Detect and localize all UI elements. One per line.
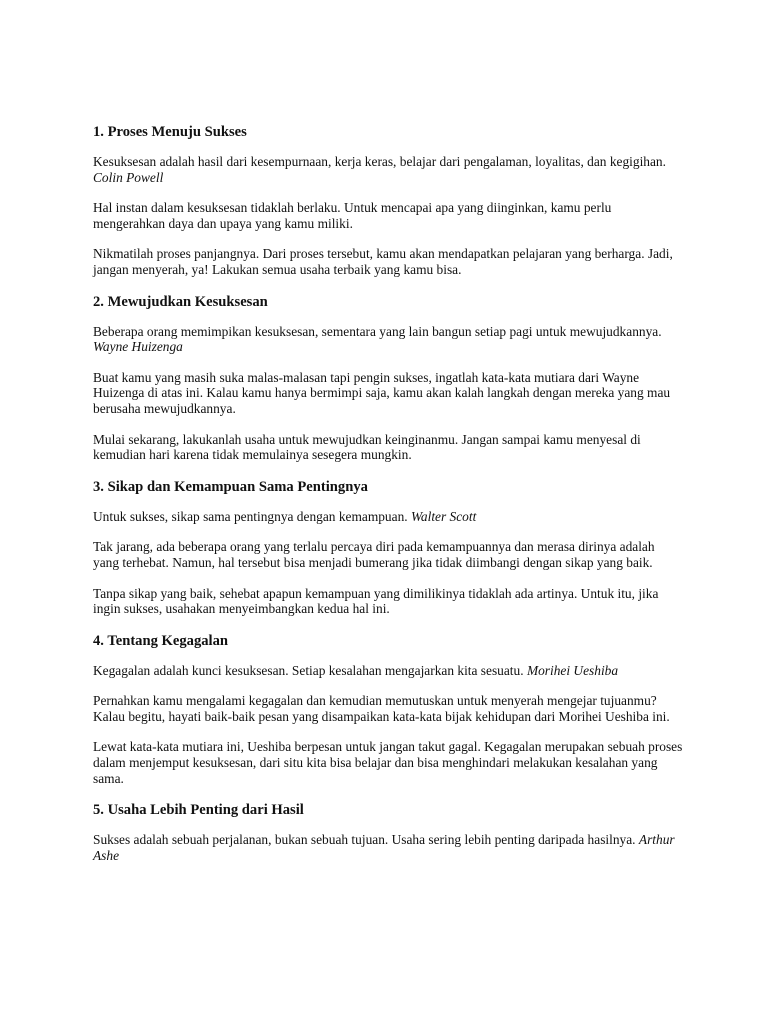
body-paragraph: Mulai sekarang, lakukanlah usaha untuk mewujudkan keinginanmu. Jangan sampai kamu menyesal di kemudian hari karena tidak memulainya sesegera mungkin. [93, 431, 641, 463]
body-paragraph: Hal instan dalam kesuksesan tidaklah berlaku. Untuk mencapai apa yang diinginkan, kamu perlu mengerahkan daya dan upaya yang kamu miliki. [93, 200, 612, 231]
body-paragraph: Lewat kata-kata mutiara ini, Ueshiba berpesan untuk jangan takut gagal. Kegagalan merupakan sebuah proses dalam menjemput kesuksesan, dari situ kita bisa belajar dan bisa menghindari melakukan kesalahan yang sama. [93, 739, 683, 786]
body-paragraph: Tak jarang, ada beberapa orang yang terlalu percaya diri pada kemampuannya dan merasa dirinya adalah yang terhebat. Namun, hal tersebut bisa menjadi bumerang jika tidak diimbangi dengan sikap yang baik. [93, 539, 655, 570]
quote-author: Walter Scott [410, 508, 477, 524]
quote-author: Wayne Huizenga [93, 339, 183, 355]
quote-text: Kesuksesan adalah hasil dari kesempurnaan, kerja keras, belajar dari pengalaman, loyalitas, dan kegigihan. [93, 154, 666, 169]
section-4 [93, 633, 683, 787]
document-page [93, 124, 683, 878]
section-2 [93, 294, 683, 463]
quote-paragraph [93, 154, 683, 185]
quote-author: Arthur Ashe [93, 832, 675, 863]
section-3 [93, 479, 683, 617]
quote-paragraph [93, 324, 683, 355]
section-1 [93, 124, 683, 278]
quote-paragraph [93, 509, 683, 525]
section-title: 5. Usaha Lebih Penting dari Hasil [93, 802, 304, 819]
quote-author: Morihei Ueshiba [526, 662, 619, 678]
quote-paragraph [93, 663, 683, 679]
section-title: 3. Sikap dan Kemampuan Sama Pentingnya [93, 478, 368, 495]
body-paragraph: Tanpa sikap yang baik, sehebat apapun kemampuan yang dimilikinya tidaklah ada artinya. Untuk itu, jika ingin sukses, usahakan menyeimbangkan kedua hal ini. [93, 585, 659, 617]
quote-text: Sukses adalah sebuah perjalanan, bukan sebuah tujuan. Usaha sering lebih penting daripada hasilnya. [93, 832, 636, 848]
section-title: 1. Proses Menuju Sukses [93, 124, 247, 140]
body-paragraph: Pernahkan kamu mengalami kegagalan dan kemudian memutuskan untuk menyerah mengejar tujuanmu? Kalau begitu, hayati baik-baik pesan yang disampaikan kata-kata bijak kehidupan dari Morihei Ueshiba ini. [93, 693, 670, 724]
body-paragraph: Nikmatilah proses panjangnya. Dari proses tersebut, kamu akan mendapatkan pelajaran yang berharga. Jadi, jangan menyerah, ya! Lakukan semua usaha terbaik yang kamu bisa. [93, 246, 673, 277]
section-title: 2. Mewujudkan Kesuksesan [93, 293, 268, 310]
quote-paragraph [93, 832, 683, 863]
section-5 [93, 802, 683, 863]
section-title: 4. Tentang Kegagalan [93, 632, 229, 649]
quote-text: Untuk sukses, sikap sama pentingnya dengan kemampuan. [93, 508, 408, 524]
quote-author: Colin Powell [93, 169, 164, 185]
quote-text: Beberapa orang memimpikan kesuksesan, sementara yang lain bangun setiap pagi untuk mewujudkannya. [93, 323, 662, 339]
quote-text: Kegagalan adalah kunci kesuksesan. Setiap kesalahan mengajarkan kita sesuatu. [93, 662, 524, 678]
body-paragraph: Buat kamu yang masih suka malas-malasan tapi pengin sukses, ingatlah kata-kata mutiara dari Wayne Huizenga di atas ini. Kalau kamu hanya bermimpi saja, kamu akan kalah langkah dengan mereka yang mau berusaha mewujudkannya. [93, 369, 671, 416]
